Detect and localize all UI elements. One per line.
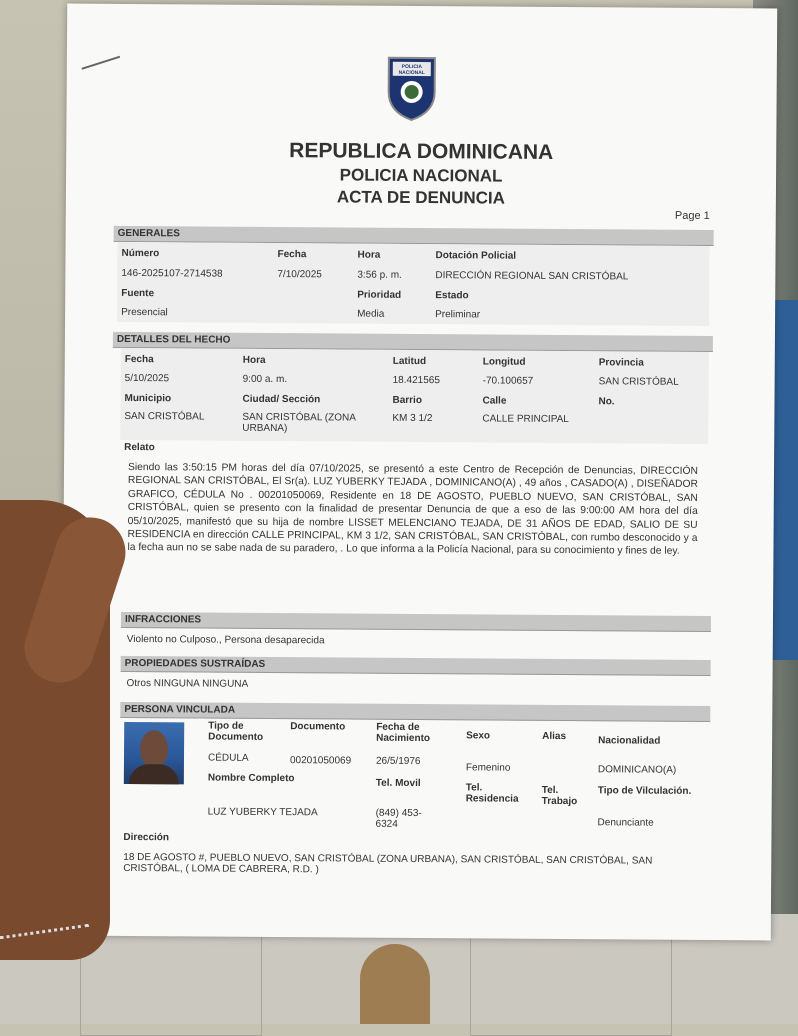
residencia-label: Tel. Residencia: [465, 782, 519, 805]
nombre-value: LUZ YUBERKY TEJADA: [207, 806, 318, 819]
person-photo: [124, 722, 184, 784]
latitud-label: Latitud: [392, 355, 427, 368]
sexo-label: Sexo: [466, 730, 491, 742]
trabajo-label: Tel. Trabajo: [541, 784, 578, 808]
documento-value: 00201050069: [289, 755, 352, 767]
hecho-hora-value: 9:00 a. m.: [242, 373, 288, 386]
prioridad-label: Prioridad: [357, 289, 402, 301]
vinculacion-value: Denunciante: [597, 817, 654, 829]
barrio-label: Barrio: [392, 394, 422, 407]
municipio-value: SAN CRISTÓBAL: [124, 410, 205, 423]
shoe: [360, 944, 430, 1024]
barrio-value: KM 3 1/2: [392, 412, 433, 425]
estado-label: Estado: [435, 290, 469, 302]
relato-label: Relato: [124, 441, 155, 454]
calle-label: Calle: [482, 395, 507, 407]
section-propiedades: PROPIEDADES SUSTRAÍDAS: [121, 656, 711, 676]
fecha-value: 7/10/2025: [277, 269, 322, 281]
section-infracciones: INFRACCIONES: [121, 612, 711, 632]
movil-label: Tel. Movil: [375, 777, 421, 790]
nacionalidad-label: Nacionalidad: [598, 735, 661, 747]
tipo-doc-value: CÉDULA: [207, 752, 249, 764]
nombre-label: Nombre Completo: [207, 772, 295, 785]
numero-value: 146-2025107-2714538: [121, 267, 223, 280]
nacimiento-value: 26/5/1976: [375, 755, 421, 768]
badge-line1: POLICIA: [401, 63, 422, 71]
direccion-value: 18 DE AGOSTO #, PUEBLO NUEVO, SAN CRISTÓBAL (ZONA URBANA), SAN CRISTÓBAL, SAN CRISTÓBAL, SAN CRISTÓBAL, ( LOMA DE CABRERA, R.D. ): [123, 851, 653, 876]
generales-grid: [117, 242, 710, 326]
pen-mark: [81, 56, 120, 70]
section-persona: PERSONA VINCULADA: [120, 702, 710, 722]
numero-label: Número: [121, 247, 160, 260]
fecha-label: Fecha: [277, 249, 307, 261]
hora-label: Hora: [357, 249, 381, 261]
page-number: Page 1: [674, 209, 710, 223]
provincia-value: SAN CRISTÓBAL: [598, 376, 679, 388]
hecho-fecha-value: 5/10/2025: [124, 372, 170, 385]
document-page: [61, 4, 777, 941]
ciudad-label: Ciudad/ Sección: [242, 393, 321, 406]
provincia-label: Provincia: [598, 357, 644, 369]
longitud-label: Longitud: [482, 356, 526, 368]
doc-type: ACTA DE DENUNCIA: [336, 187, 506, 208]
hecho-hora-label: Hora: [242, 354, 266, 366]
ciudad-value: SAN CRISTÓBAL (ZONA URBANA): [242, 411, 356, 435]
section-detalles: DETALLES DEL HECHO: [113, 332, 713, 352]
doc-title: REPUBLICA DOMINICANA: [289, 139, 554, 164]
hecho-fecha-label: Fecha: [124, 353, 154, 366]
dotacion-label: Dotación Policial: [435, 250, 517, 262]
estado-value: Preliminar: [435, 309, 481, 321]
fuente-label: Fuente: [121, 287, 155, 300]
vinculacion-label: Tipo de Vilculación.: [597, 785, 692, 797]
dotacion-value: DIRECCIÓN REGIONAL SAN CRISTÓBAL: [435, 270, 629, 283]
police-badge-icon: [384, 54, 438, 122]
latitud-value: 18.421565: [392, 374, 440, 387]
longitud-value: -70.100657: [482, 375, 534, 387]
badge-line2: NACIONAL: [398, 69, 426, 77]
documento-label: Documento: [290, 721, 346, 733]
movil-value: (849) 453-6324: [375, 807, 422, 830]
municipio-label: Municipio: [124, 392, 172, 405]
prioridad-value: Media: [357, 308, 385, 320]
no-label: No.: [598, 396, 615, 408]
nacimiento-label: Fecha de Nacimiento: [376, 721, 431, 745]
sexo-value: Femenino: [465, 762, 511, 774]
propiedades-value: Otros NINGUNA NINGUNA: [126, 677, 249, 690]
direccion-label: Dirección: [123, 831, 170, 844]
doc-subtitle: POLICIA NACIONAL: [339, 165, 503, 186]
hora-value: 3:56 p. m.: [357, 269, 402, 281]
calle-value: CALLE PRINCIPAL: [482, 413, 569, 426]
infracciones-value: Violento no Culposo., Persona desaparecida: [126, 633, 325, 647]
relato-text: Siendo las 3:50:15 PM horas del día 07/10/2025, se presentó a este Centro de Recepción de Denuncias, DIRECCIÓN REGIONAL SAN CRISTÓBAL, El Sr(a). LUZ YUBERKY TEJADA , DOMINICANO(A) , 49 años , CASADO(A) , DISEÑADOR GRAFICO, CÉDULA No . 00201050069, Residente en 18 DE AGOSTO, PUEBLO NUEVO, SAN CRISTÓBAL, SAN CRISTÓBAL, quien se presento con la finalidad de presentar Denuncia de que a eso de las 9:00:00 AM hora del día 05/10/2025, manifestó que su hija de nombre LISSET MELENCIANO TEJADA, DE 31 AÑOS DE EDAD, SALIO DE SU RESIDENCIA en dirección CALLE PRINCIPAL, KM 3 1/2, SAN CRISTÓBAL, SAN CRISTÓBAL, con rumbo desconocido y a la fecha aun no se sabe nada de su paradero, . Lo que informa a la Policía Nacional, para su conocimiento y fines de ley.: [127, 461, 699, 558]
fuente-value: Presencial: [121, 306, 168, 319]
nacionalidad-value: DOMINICANO(A): [597, 764, 677, 776]
section-generales: GENERALES: [114, 226, 714, 246]
tipo-doc-label: Tipo de Documento: [208, 720, 264, 743]
alias-label: Alias: [542, 730, 567, 743]
